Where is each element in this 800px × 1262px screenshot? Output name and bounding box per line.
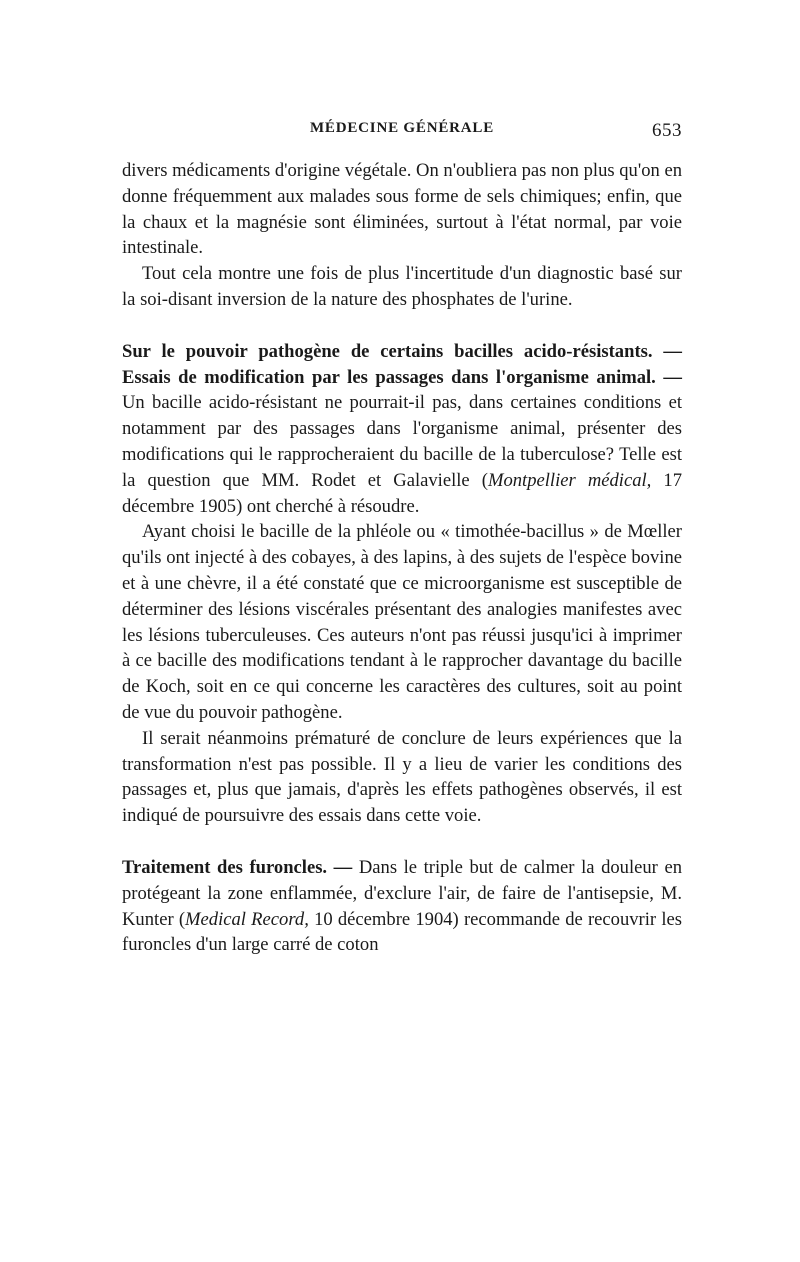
section-bacilles-paragraph-3: Il serait néanmoins prématuré de conclure de leurs expériences que la transformation n'est pas possible. Il y a lieu de varier les conditions des passages et, plus que jamais, d'après les effets pathogènes observés, il est indiqué de poursuivre des essais dans cette voie.: [122, 727, 682, 827]
citation-montpellier: Montpellier médical,: [487, 469, 652, 491]
citation-medical-record: Medical Record,: [185, 908, 309, 930]
furoncles-text-start: Dans le triple but de calmer la douleur en protégeant la zone enflammée, d'exclure l'air, de faire de l'antisepsie, M. Kunter (: [122, 856, 682, 930]
intro-paragraph-conclusion: Tout cela montre une fois de plus l'incertitude d'un diagnostic basé sur la soi-disant inversion de la nature des phosphates de l'urine.: [122, 263, 682, 310]
section-heading-bacilles: Sur le pouvoir pathogène de certains bacilles acido-résistants. — Essais de modification par les passages dans l'organisme animal. —: [122, 340, 682, 388]
intro-paragraph-continued: divers médicaments d'origine végétale. On n'oubliera pas non plus qu'on en donne fréquemment aux malades sous forme de sels chimiques; enfin, que la chaux et la magnésie sont éliminées, surtout à l'état normal, par voie intestinale.: [122, 160, 682, 259]
bacilles-text-start: Un bacille acido-résistant ne pourrait-il pas, dans certaines conditions et notamment par des passages dans l'organisme animal, présenter des modifications qui le rapprocheraient du bacille de la tuberculose? Telle est la question que MM. Rodet et Galavielle (: [122, 392, 682, 491]
body-text: [122, 158, 682, 958]
section-spacer: [122, 313, 682, 339]
section-bacilles-paragraph-2: Ayant choisi le bacille de la phléole ou « timothée-bacillus » de Mœller qu'ils ont injecté à des cobayes, à des lapins, à des sujets de l'espèce bovine et à une chèvre, il a été constaté que ce microorganisme est susceptible de déterminer des lésions viscérales présentant des analogies manifestes avec les lésions tuberculeuses. Ces auteurs n'ont pas réussi jusqu'ici à imprimer à ce bacille des modifications tendant à le rapprocher davantage du bacille de Koch, soit en ce qui concerne les caractères des cultures, soit au point de vue du pouvoir pathogène.: [122, 521, 682, 723]
section-furoncles-paragraph-1: [122, 855, 682, 958]
furoncles-text-end: 10 décembre 1904) recommande de recouvrir les furoncles d'un large carré de coton: [122, 908, 682, 956]
running-head: [122, 120, 682, 144]
section-spacer: [122, 829, 682, 855]
page-number: 653: [652, 120, 682, 141]
bacilles-text-end: 17 décembre 1905) ont cherché à résoudre.: [122, 469, 682, 517]
section-bacilles-paragraph-1: [122, 339, 682, 520]
running-title: MÉDECINE GÉNÉRALE: [309, 120, 495, 136]
section-heading-furoncles: Traitement des furoncles. —: [122, 856, 353, 878]
